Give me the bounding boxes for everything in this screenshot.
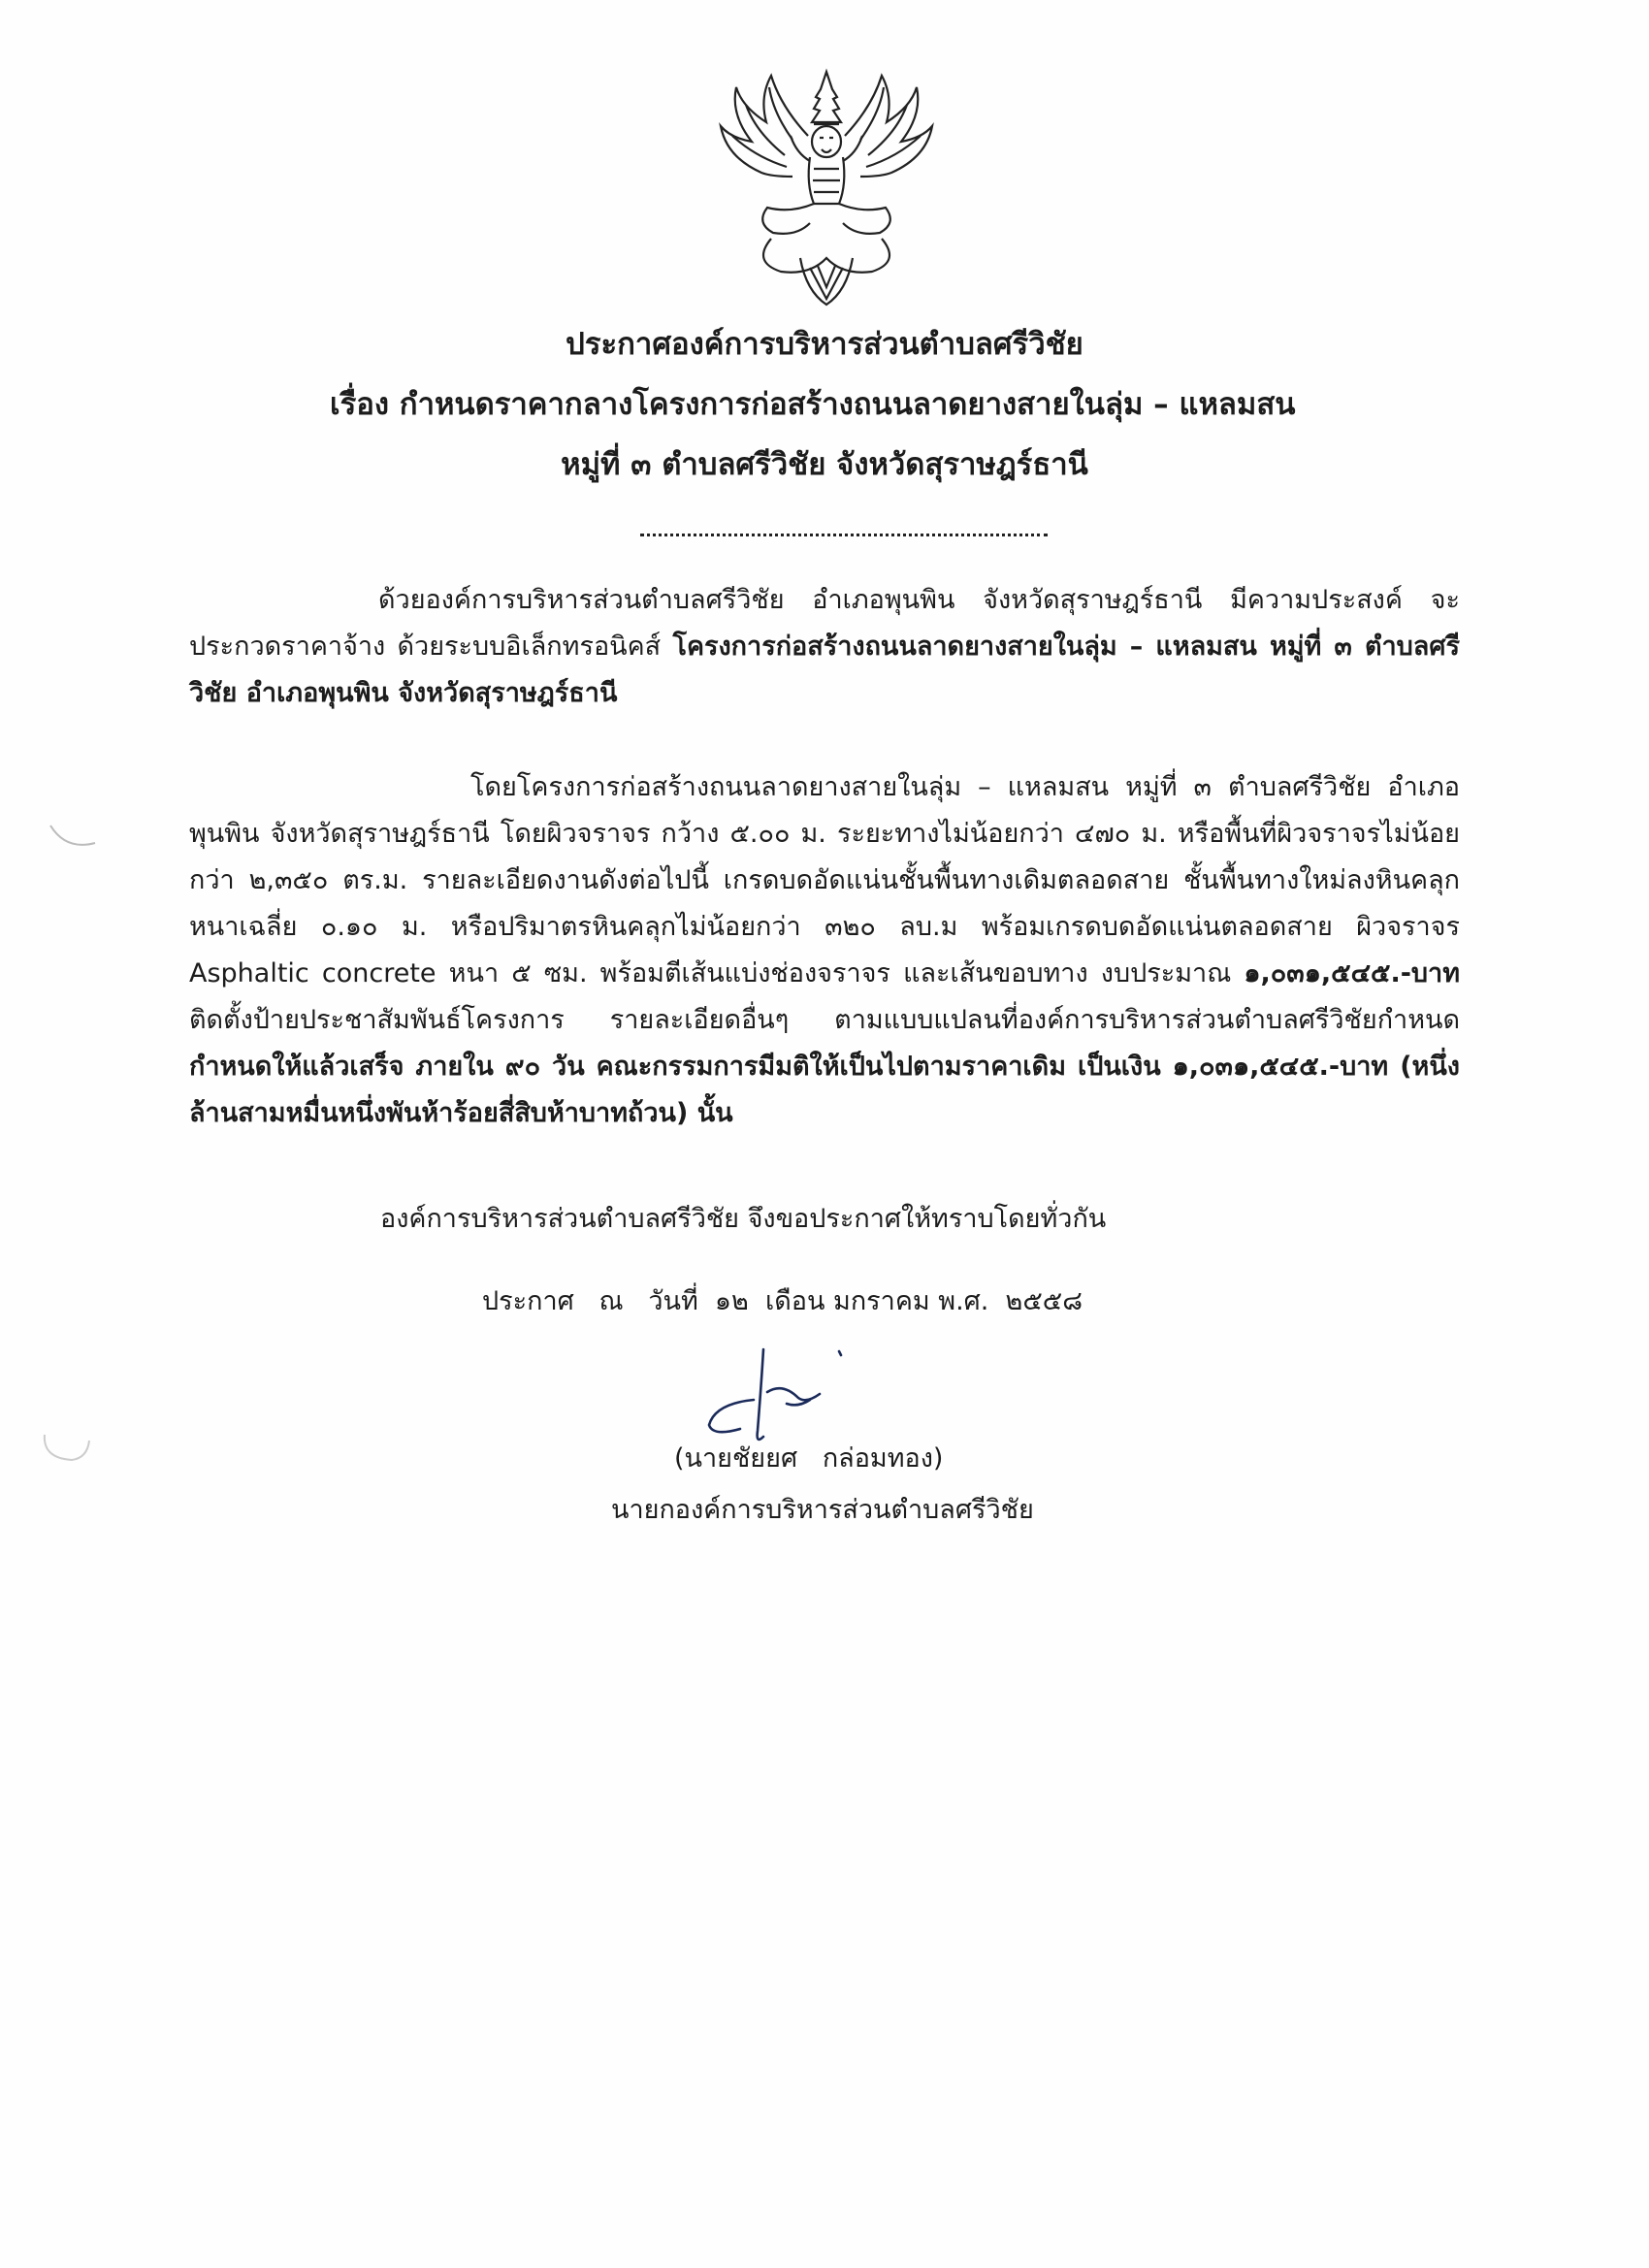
deadline-text: กำหนดให้แล้วเสร็จ ภายใน ๙๐ วัน คณะกรรมการมีมติให้เป็นไปตามราคาเดิม เป็นเงิน ๑,๐๓๑,๕๔๕.-บาท (หนึ่งล้านสามหมื่นหนึ่งพันห้าร้อยสี่สิบห้าบาทถ้วน) นั้น — [189, 1052, 1460, 1128]
punch-hole-mark — [47, 820, 105, 859]
punch-hole-mark — [39, 1431, 97, 1470]
announcement-location: หมู่ที่ ๓ ตำบลศรีวิชัย จังหวัดสุราษฎร์ธานี — [561, 447, 1088, 482]
intro-paragraph — [189, 577, 1460, 717]
project-name: โครงการก่อสร้างถนนลาดยางสายในลุ่ม – แหลมสน หมู่ที่ ๓ ตำบลศรีวิชัย อำเภอพุนพิน จังหวัดสุราษฎร์ธานี — [189, 632, 1460, 708]
dotted-separator — [640, 524, 1048, 536]
signer-name: (นายชัยยศ กล่อมทอง) — [674, 1443, 944, 1474]
intro-text: ด้วยองค์การบริหารส่วนตำบลศรีวิชัย อำเภอพุนพิน จังหวัดสุราษฎร์ธานี มีความประสงค์ จะประกวดราคาจ้าง ด้วยระบบอิเล็กทรอนิคส์ — [189, 585, 1460, 662]
announcement-date: ประกาศ ณ วันที่ ๑๒ เดือน มกราคม พ.ศ. ๒๕๕๘ — [482, 1286, 1083, 1316]
announcement-title: ประกาศองค์การบริหารส่วนตำบลศรีวิชัย — [566, 327, 1083, 362]
details-text-2: ติดตั้งป้ายประชาสัมพันธ์โครงการ รายละเอียดอื่นๆ ตามแบบแปลนที่องค์การบริหารส่วนตำบลศรีวิชัยกำหนด — [189, 1005, 1460, 1035]
closing-statement: องค์การบริหารส่วนตำบลศรีวิชัย จึงขอประกาศให้ทราบโดยทั่วกัน — [380, 1204, 1107, 1234]
details-paragraph — [189, 764, 1460, 1137]
handwritten-signature — [694, 1344, 858, 1450]
garuda-emblem-icon — [713, 68, 941, 310]
details-text: โดยโครงการก่อสร้างถนนลาดยางสายในลุ่ม – แหลมสน หมู่ที่ ๓ ตำบลศรีวิชัย อำเภอพุนพิน จังหวัดสุราษฎร์ธานี โดยผิวจราจร กว้าง ๕.๐๐ ม. ระยะทางไม่น้อยกว่า ๔๗๐ ม. หรือพื้นที่ผิวจราจรไม่น้อยกว่า ๒,๓๕๐ ตร.ม. รายละเอียดงานดังต่อไปนี้ เกรดบดอัดแน่นชั้นพื้นทางเดิมตลอดสาย ชั้นพื้นทางใหม่ลงหินคลุก หนาเฉลี่ย ๐.๑๐ ม. หรือปริมาตรหินคลุกไม่น้อยกว่า ๓๒๐ ลบ.ม พร้อมเกรดบดอัดแน่นตลอดสาย ผิวจราจร Asphaltic concrete หนา ๕ ซม. พร้อมตีเส้นแบ่งช่องจราจร และเส้นขอบทาง งบประมาณ — [189, 772, 1460, 988]
announcement-subject: เรื่อง กำหนดราคากลางโครงการก่อสร้างถนนลาดยางสายในลุ่ม – แหลมสน — [330, 387, 1296, 422]
budget-amount: ๑,๐๓๑,๕๔๕.-บาท — [1244, 958, 1460, 988]
signer-title: นายกองค์การบริหารส่วนตำบลศรีวิชัย — [611, 1495, 1034, 1525]
